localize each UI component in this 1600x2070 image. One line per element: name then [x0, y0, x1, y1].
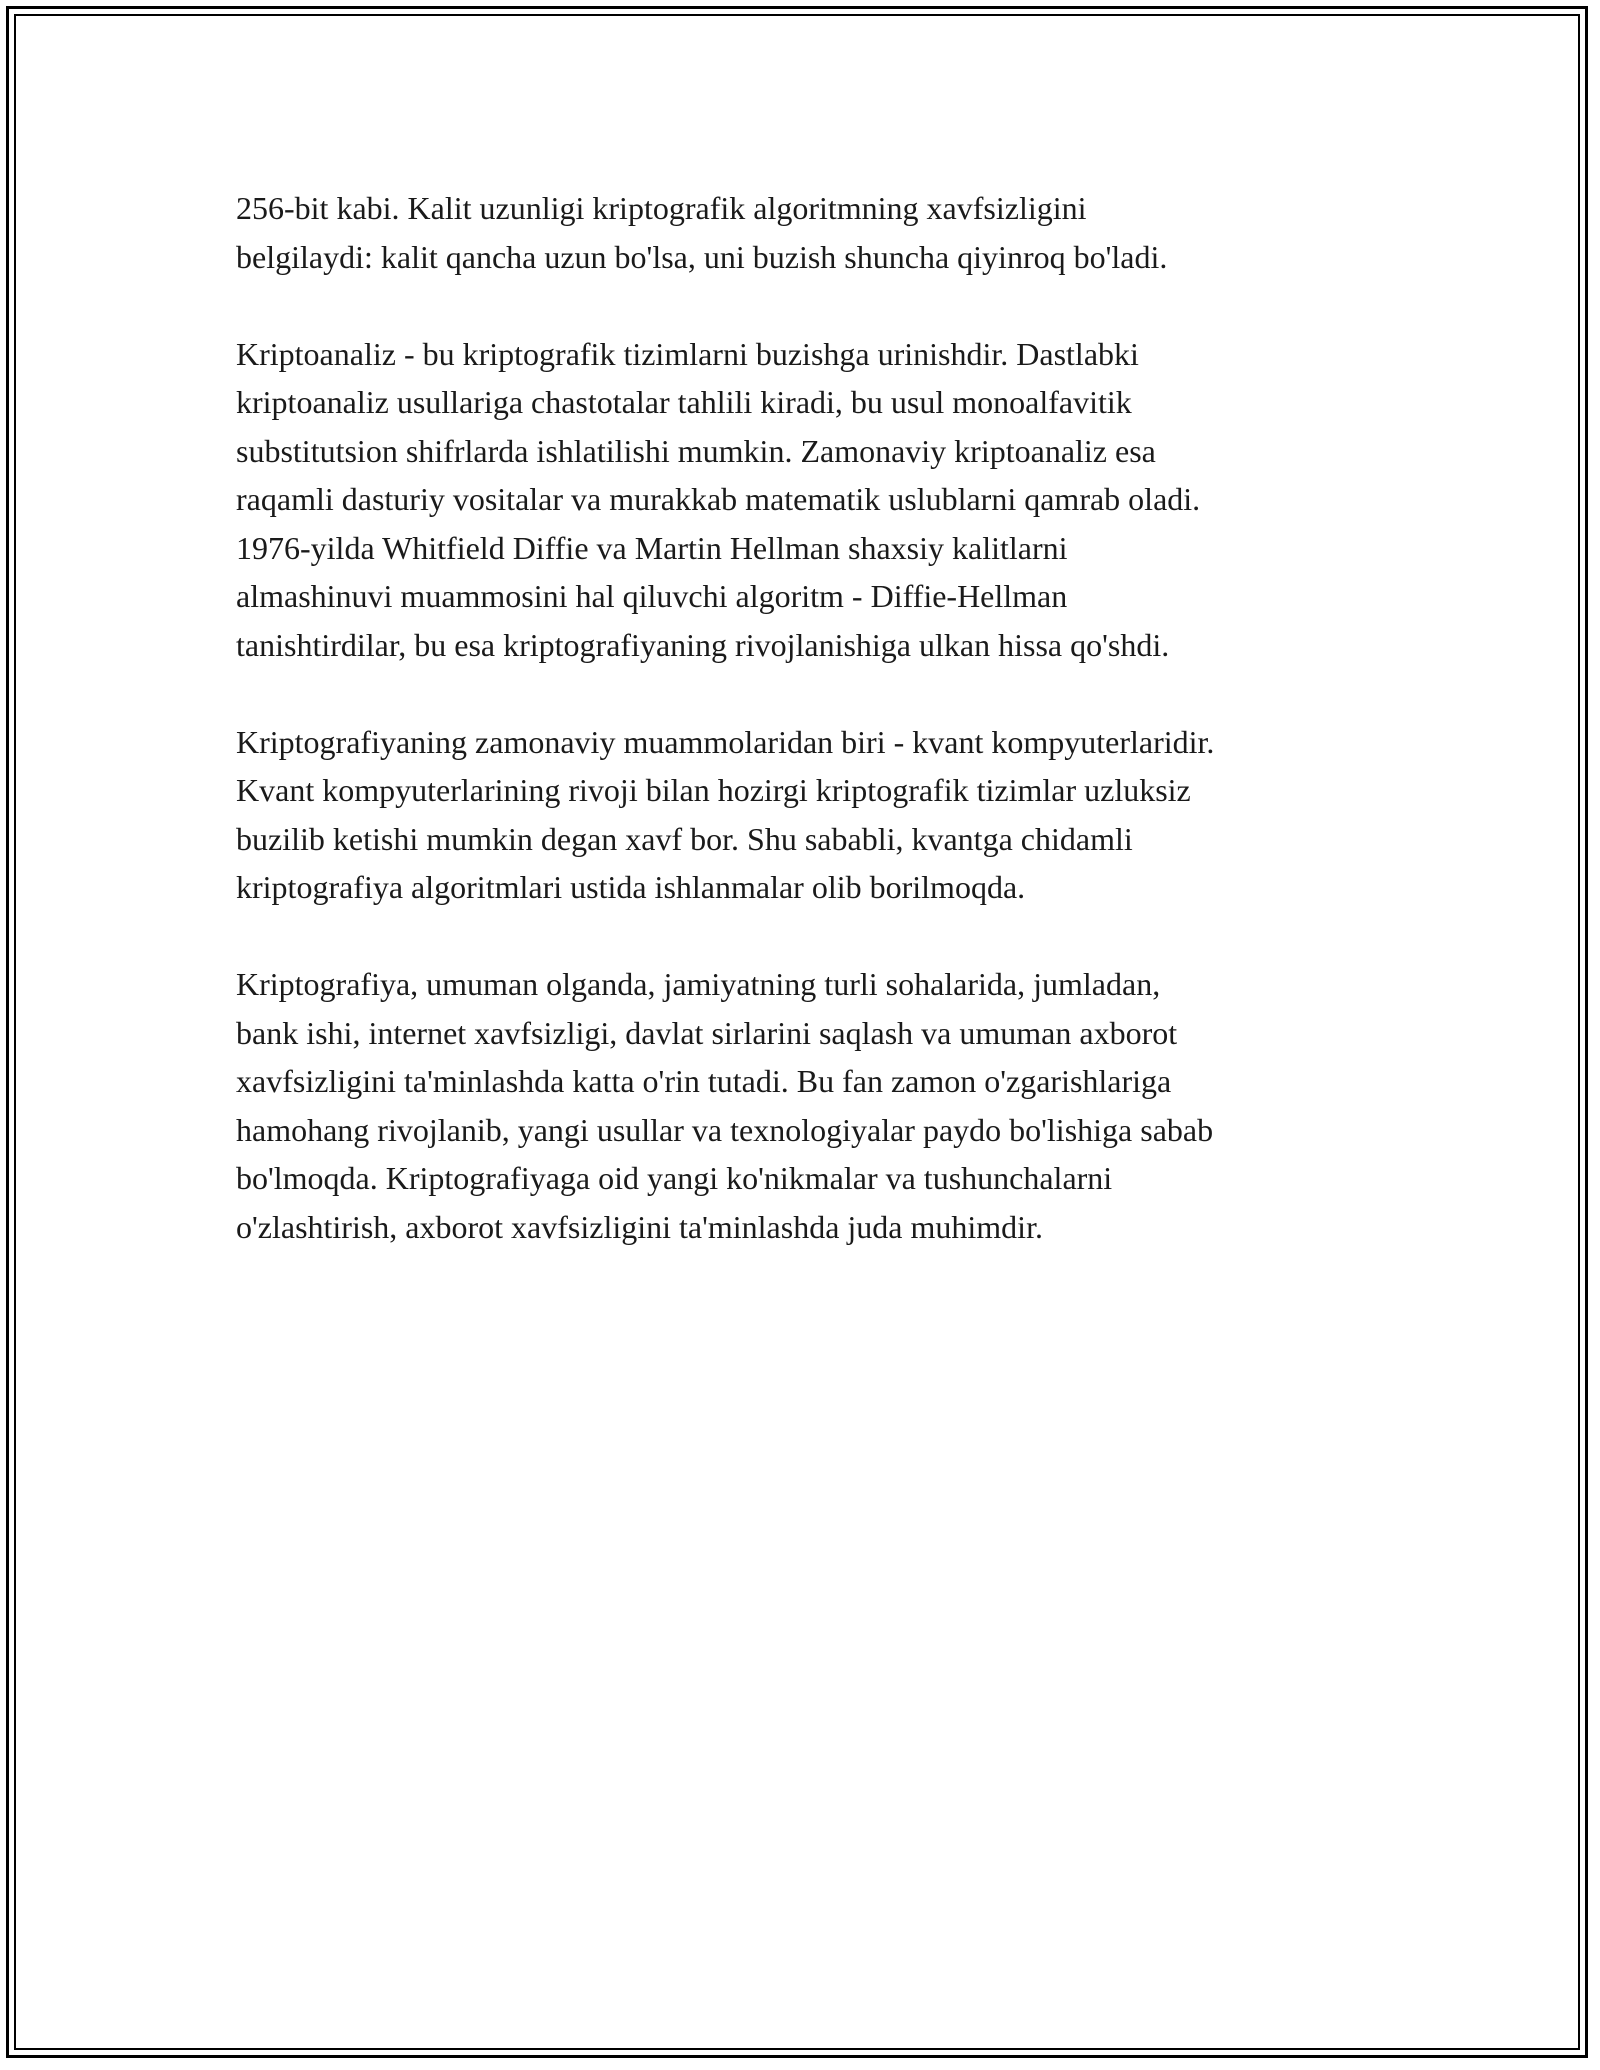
document-body — [236, 184, 1366, 1300]
paragraph-quantum: Kriptografiyaning zamonaviy muammolaridan biri - kvant kompyuterlaridir. Kvant kompyuterlarining rivoji bilan hozirgi kriptografik tizimlar uzluksiz buzilib ketishi mumkin degan xavf bor. Shu sababli, kvantga chidamli kriptografiya algoritmlari ustida ishlanmalar olib borilmoqda. — [236, 723, 1215, 905]
paragraph-cryptanalysis: Kriptoanaliz - bu kriptografik tizimlarni buzishga urinishdir. Dastlabki kriptoanaliz usullariga chastotalar tahlili kiradi, bu usul monoalfavitik substitutsion shifrlarda ishlatilishi mumkin. Zamonaviy kriptoanaliz esa raqamli dasturiy vositalar va murakkab matematik uslublarni qamrab oladi. 1976-yilda Whitfield Diffie va Martin Hellman shaxsiy kalitlarni almashinuvi muammosini hal qiluvchi algoritm - Diffie-Hellman tanishtirdilar, bu esa kriptografiyaning rivojlanishiga ulkan hissa qo'shdi. — [236, 335, 1201, 663]
paragraph-key-length: 256-bit kabi. Kalit uzunligi kriptografik algoritmning xavfsizligini belgilaydi: kalit qancha uzun bo'lsa, uni buzish shuncha qiyinroq bo'ladi. — [236, 190, 1168, 275]
paragraph-conclusion: Kriptografiya, umuman olganda, jamiyatning turli sohalarida, jumladan, bank ishi, internet xavfsizligi, davlat sirlarini saqlash va umuman axborot xavfsizligini ta'minlashda katta o'rin tutadi. Bu fan zamon o'zgarishlariga hamohang rivojlanib, yangi usullar va texnologiyalar paydo bo'lishiga sabab bo'lmoqda. Kriptografiyaga oid yangi ko'nikmalar va tushunchalarni o'zlashtirish, axborot xavfsizligini ta'minlashda juda muhimdir. — [236, 966, 1214, 1245]
